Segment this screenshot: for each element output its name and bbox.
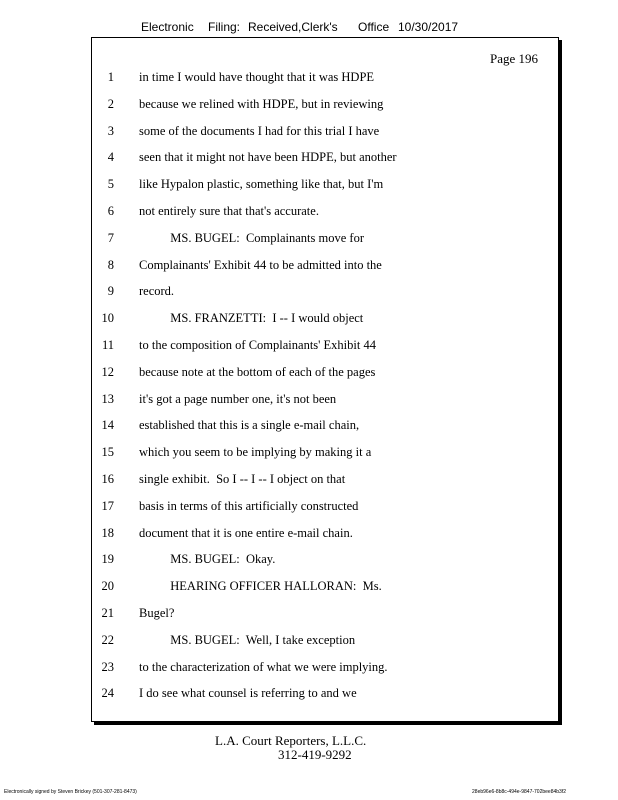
transcript-lines xyxy=(92,70,558,713)
line-number: 24 xyxy=(101,686,114,701)
line-text: basis in terms of this artificially constructed xyxy=(139,498,359,513)
transcript-line xyxy=(92,392,558,419)
line-text: document that it is one entire e-mail chain. xyxy=(139,525,353,540)
line-text: HEARING OFFICER HALLORAN: Ms. xyxy=(139,579,382,594)
line-number: 17 xyxy=(101,498,114,513)
line-number: 18 xyxy=(101,525,114,540)
line-number: 6 xyxy=(107,203,114,218)
transcript-line xyxy=(92,284,558,311)
line-text: Bugel? xyxy=(139,605,175,620)
line-number: 2 xyxy=(107,96,114,111)
line-text: single exhibit. So I -- I -- I object on that xyxy=(139,471,346,486)
line-text: established that this is a single e-mail chain, xyxy=(139,418,360,433)
transcript-line xyxy=(92,150,558,177)
transcript-line xyxy=(92,526,558,553)
transcript-line xyxy=(92,418,558,445)
transcript-line xyxy=(92,686,558,713)
filing-label: Filing: xyxy=(208,20,241,34)
line-number: 13 xyxy=(101,391,114,406)
line-text: in time I would have thought that it was HDPE xyxy=(139,70,375,84)
line-text: because note at the bottom of each of the pages xyxy=(139,364,376,379)
line-text: MS. BUGEL: Well, I take exception xyxy=(139,632,356,647)
line-text: seen that it might not have been HDPE, but another xyxy=(139,150,397,165)
transcript-line xyxy=(92,606,558,633)
line-text: which you seem to be implying by making it a xyxy=(139,445,372,460)
line-text: MS. FRANZETTI: I -- I would object xyxy=(139,311,364,326)
line-text: it's got a page number one, it's not been xyxy=(139,391,337,406)
line-number: 15 xyxy=(101,445,114,460)
transcript-line xyxy=(92,472,558,499)
line-text: to the composition of Complainants' Exhibit 44 xyxy=(139,337,376,352)
page-number: Page 196 xyxy=(489,51,538,66)
line-number: 21 xyxy=(101,605,114,620)
transcript-line xyxy=(92,311,558,338)
line-number: 5 xyxy=(107,177,114,192)
transcript-line xyxy=(92,124,558,151)
transcript-line xyxy=(92,204,558,231)
line-number: 19 xyxy=(101,552,114,567)
transcript-line xyxy=(92,660,558,687)
line-number: 3 xyxy=(107,123,114,138)
transcript-line xyxy=(92,231,558,258)
transcript-line xyxy=(92,445,558,472)
filing-office: Office xyxy=(358,20,390,34)
reporter-company: L.A. Court Reporters, L.L.C. xyxy=(215,733,367,748)
line-text: Complainants' Exhibit 44 to be admitted into the xyxy=(139,257,382,272)
e-signature-text: Electronically signed by Steven Brickey (501-307-281-8473) xyxy=(4,789,137,795)
filing-received: Received,Clerk's xyxy=(248,20,338,34)
line-number: 9 xyxy=(107,284,114,299)
line-text: I do see what counsel is referring to and we xyxy=(139,686,357,701)
line-number: 11 xyxy=(101,337,114,352)
transcript-line xyxy=(92,258,558,285)
filing-electronic: Electronic xyxy=(141,20,194,34)
transcript-line xyxy=(92,338,558,365)
line-number: 4 xyxy=(107,150,114,165)
document-hash: 28eb96e6-8b8c-494e-9847-702bee84b3f2 xyxy=(472,789,566,795)
line-text: to the characterization of what we were implying. xyxy=(139,659,388,674)
line-number: 10 xyxy=(101,311,114,326)
transcript-line xyxy=(92,552,558,579)
transcript-line xyxy=(92,633,558,660)
line-text: some of the documents I had for this trial I have xyxy=(139,123,380,138)
line-text: like Hypalon plastic, something like that, but I'm xyxy=(139,177,384,192)
transcript-line xyxy=(92,499,558,526)
line-number: 23 xyxy=(101,659,114,674)
transcript-line xyxy=(92,70,558,97)
line-number: 14 xyxy=(101,418,114,433)
line-number: 7 xyxy=(107,230,114,245)
line-text: MS. BUGEL: Okay. xyxy=(139,552,276,567)
line-text: because we relined with HDPE, but in reviewing xyxy=(139,96,384,111)
reporter-phone: 312-419-9292 xyxy=(278,747,352,762)
line-number: 1 xyxy=(107,70,114,84)
transcript-line xyxy=(92,177,558,204)
transcript-page xyxy=(91,37,559,722)
line-text: MS. BUGEL: Complainants move for xyxy=(139,230,364,245)
line-text: not entirely sure that that's accurate. xyxy=(139,203,319,218)
line-number: 12 xyxy=(101,364,114,379)
transcript-line xyxy=(92,365,558,392)
line-number: 8 xyxy=(107,257,114,272)
line-number: 20 xyxy=(101,579,114,594)
filing-date: 10/30/2017 xyxy=(398,20,459,34)
line-number: 16 xyxy=(101,471,114,486)
transcript-line xyxy=(92,579,558,606)
filing-header xyxy=(0,20,618,36)
transcript-line xyxy=(92,97,558,124)
line-number: 22 xyxy=(101,632,114,647)
line-text: record. xyxy=(139,284,175,299)
